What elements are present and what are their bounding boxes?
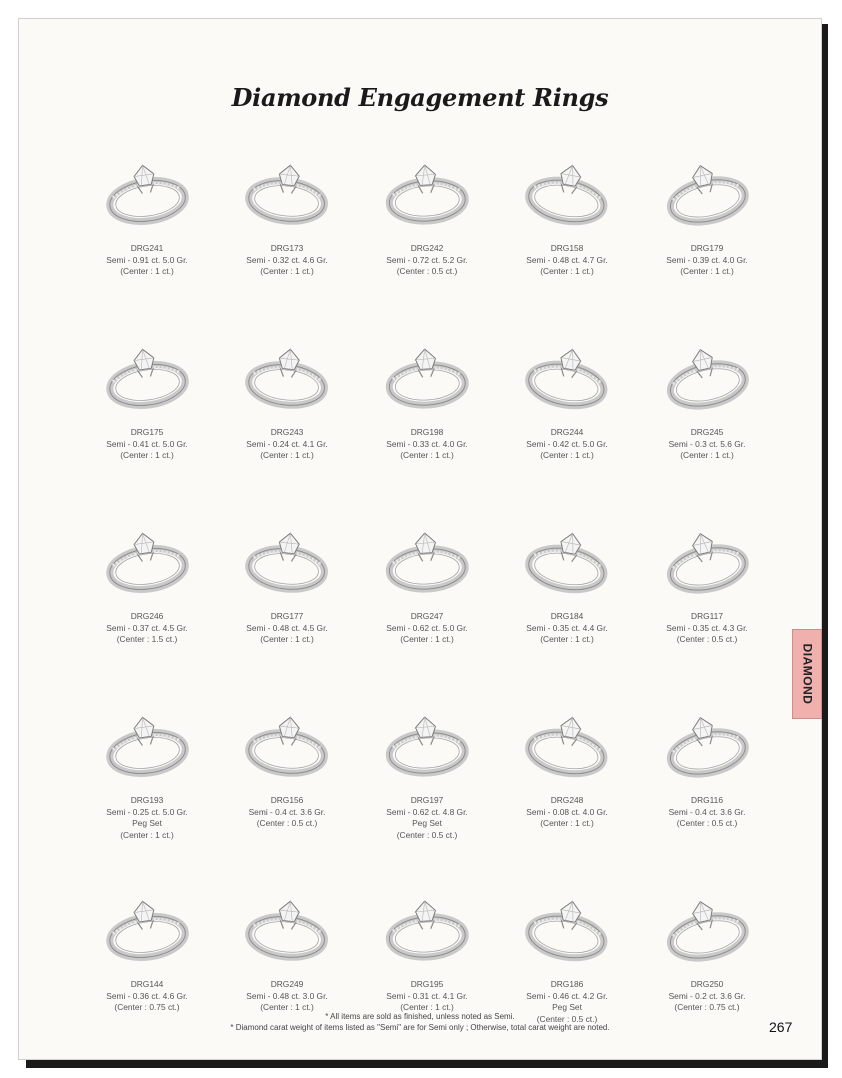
product-item[interactable] bbox=[217, 143, 357, 327]
product-center-weight: (Center : 1 ct.) bbox=[260, 450, 314, 460]
ring-image bbox=[93, 149, 201, 235]
product-caption bbox=[77, 611, 217, 646]
product-spec: Semi - 0.25 ct. 5.0 Gr. bbox=[106, 806, 188, 817]
product-code: DRG242 bbox=[410, 243, 444, 253]
product-spec: Semi - 0.48 ct. 4.7 Gr. bbox=[526, 254, 608, 265]
product-spec: Semi - 0.3 ct. 5.6 Gr. bbox=[668, 438, 746, 449]
product-item[interactable] bbox=[637, 143, 777, 327]
product-center-weight: (Center : 0.5 ct.) bbox=[676, 634, 738, 644]
ring-image bbox=[93, 333, 201, 419]
ring-photo bbox=[93, 885, 201, 971]
ring-image bbox=[93, 885, 201, 971]
product-center-weight: (Center : 0.75 ct.) bbox=[114, 1002, 180, 1012]
product-center-weight: (Center : 1 ct.) bbox=[120, 829, 174, 840]
product-spec: Semi - 0.62 ct. 4.8 Gr. bbox=[386, 806, 468, 817]
product-center-weight: (Center : 1 ct.) bbox=[260, 266, 314, 276]
product-item[interactable] bbox=[357, 511, 497, 695]
product-center-weight: (Center : 1 ct.) bbox=[120, 450, 174, 460]
ring-photo bbox=[373, 701, 481, 787]
product-caption bbox=[637, 243, 777, 278]
product-code: DRG250 bbox=[690, 979, 724, 989]
product-center-weight: (Center : 1 ct.) bbox=[400, 1002, 454, 1012]
product-center-weight: (Center : 1 ct.) bbox=[680, 266, 734, 276]
product-code: DRG243 bbox=[270, 427, 304, 437]
product-code: DRG249 bbox=[270, 979, 304, 989]
ring-image bbox=[233, 517, 341, 603]
footnote-1: * All items are sold as finished, unless noted as Semi. bbox=[325, 1012, 515, 1021]
product-code: DRG177 bbox=[270, 611, 304, 621]
product-spec: Semi - 0.42 ct. 5.0 Gr. bbox=[526, 438, 608, 449]
product-center-weight: (Center : 1 ct.) bbox=[540, 450, 594, 460]
ring-photo bbox=[373, 885, 481, 971]
product-item[interactable] bbox=[217, 879, 357, 1063]
product-center-weight: (Center : 1 ct.) bbox=[540, 818, 594, 828]
product-item[interactable] bbox=[497, 327, 637, 511]
product-spec: Semi - 0.33 ct. 4.0 Gr. bbox=[386, 438, 468, 449]
ring-image bbox=[233, 149, 341, 235]
product-code: DRG198 bbox=[410, 427, 444, 437]
ring-photo bbox=[653, 517, 761, 603]
product-spec: Semi - 0.46 ct. 4.2 Gr. bbox=[526, 990, 608, 1001]
ring-image bbox=[373, 701, 481, 787]
product-center-weight: (Center : 0.5 ct.) bbox=[676, 818, 738, 828]
ring-image bbox=[653, 701, 761, 787]
product-center-weight: (Center : 1 ct.) bbox=[260, 1002, 314, 1012]
product-caption bbox=[357, 611, 497, 646]
product-code: DRG175 bbox=[130, 427, 164, 437]
ring-image bbox=[653, 885, 761, 971]
product-item[interactable] bbox=[357, 695, 497, 879]
product-code: DRG246 bbox=[130, 611, 164, 621]
product-center-weight: (Center : 1 ct.) bbox=[400, 450, 454, 460]
product-spec: Semi - 0.36 ct. 4.6 Gr. bbox=[106, 990, 188, 1001]
product-caption bbox=[357, 795, 497, 841]
product-item[interactable] bbox=[77, 143, 217, 327]
product-item[interactable] bbox=[637, 695, 777, 879]
ring-photo bbox=[93, 149, 201, 235]
product-caption bbox=[77, 243, 217, 278]
product-spec: Semi - 0.48 ct. 4.5 Gr. bbox=[246, 622, 328, 633]
product-spec: Semi - 0.31 ct. 4.1 Gr. bbox=[386, 990, 468, 1001]
product-code: DRG248 bbox=[550, 795, 584, 805]
product-center-weight: (Center : 0.5 ct.) bbox=[536, 1013, 598, 1024]
product-spec: Semi - 0.32 ct. 4.6 Gr. bbox=[246, 254, 328, 265]
ring-photo bbox=[653, 149, 761, 235]
product-code: DRG116 bbox=[691, 795, 723, 805]
product-code: DRG247 bbox=[410, 611, 444, 621]
ring-image bbox=[653, 149, 761, 235]
product-caption bbox=[357, 427, 497, 462]
product-item[interactable] bbox=[637, 327, 777, 511]
product-code: DRG186 bbox=[550, 979, 584, 989]
product-caption bbox=[357, 979, 497, 1014]
product-caption bbox=[217, 979, 357, 1014]
ring-image bbox=[653, 333, 761, 419]
ring-photo bbox=[233, 149, 341, 235]
product-setting: Peg Set bbox=[552, 1002, 582, 1012]
product-caption bbox=[77, 979, 217, 1014]
ring-image bbox=[373, 885, 481, 971]
product-spec: Semi - 0.4 ct. 3.6 Gr. bbox=[668, 806, 746, 817]
product-caption bbox=[77, 795, 217, 841]
product-item[interactable] bbox=[637, 879, 777, 1063]
product-spec: Semi - 0.24 ct. 4.1 Gr. bbox=[246, 438, 328, 449]
ring-photo bbox=[513, 149, 621, 235]
page-number: 267 bbox=[769, 1019, 793, 1035]
product-center-weight: (Center : 1 ct.) bbox=[120, 266, 174, 276]
section-tab[interactable] bbox=[792, 629, 822, 719]
product-item[interactable] bbox=[497, 695, 637, 879]
ring-image bbox=[233, 333, 341, 419]
product-item[interactable] bbox=[77, 511, 217, 695]
product-code: DRG195 bbox=[410, 979, 444, 989]
product-item[interactable] bbox=[77, 879, 217, 1063]
product-caption bbox=[637, 611, 777, 646]
ring-photo bbox=[653, 333, 761, 419]
product-code: DRG184 bbox=[550, 611, 584, 621]
product-caption bbox=[217, 611, 357, 646]
product-spec: Semi - 0.4 ct. 3.6 Gr. bbox=[248, 806, 326, 817]
product-center-weight: (Center : 1 ct.) bbox=[260, 634, 314, 644]
product-caption bbox=[497, 611, 637, 646]
ring-photo bbox=[373, 517, 481, 603]
product-item[interactable] bbox=[497, 143, 637, 327]
product-code: DRG173 bbox=[270, 243, 304, 253]
product-item[interactable] bbox=[217, 695, 357, 879]
product-caption bbox=[217, 427, 357, 462]
footnote-2: * Diamond carat weight of items listed as "Semi" are for Semi only ; Otherwise, total carat weight are noted. bbox=[230, 1023, 610, 1032]
product-caption bbox=[637, 427, 777, 462]
product-center-weight: (Center : 0.5 ct.) bbox=[396, 829, 458, 840]
catalog-page bbox=[18, 18, 822, 1060]
ring-image bbox=[233, 885, 341, 971]
ring-image bbox=[373, 333, 481, 419]
ring-image bbox=[93, 517, 201, 603]
ring-photo bbox=[93, 517, 201, 603]
ring-photo bbox=[233, 701, 341, 787]
product-code: DRG244 bbox=[550, 427, 584, 437]
ring-photo bbox=[373, 149, 481, 235]
product-spec: Semi - 0.91 ct. 5.0 Gr. bbox=[106, 254, 188, 265]
product-item[interactable] bbox=[357, 143, 497, 327]
ring-image bbox=[513, 333, 621, 419]
product-center-weight: (Center : 1 ct.) bbox=[400, 634, 454, 644]
product-setting: Peg Set bbox=[132, 818, 162, 828]
ring-photo bbox=[653, 885, 761, 971]
ring-photo bbox=[653, 701, 761, 787]
product-spec: Semi - 0.37 ct. 4.5 Gr. bbox=[106, 622, 188, 633]
section-tab-label: DIAMOND bbox=[800, 643, 815, 705]
product-caption bbox=[217, 243, 357, 278]
ring-image bbox=[373, 149, 481, 235]
product-spec: Semi - 0.48 ct. 3.0 Gr. bbox=[246, 990, 328, 1001]
product-caption bbox=[497, 427, 637, 462]
ring-photo bbox=[513, 517, 621, 603]
ring-photo bbox=[373, 333, 481, 419]
product-caption bbox=[637, 979, 777, 1014]
product-item[interactable] bbox=[217, 511, 357, 695]
ring-image bbox=[373, 517, 481, 603]
product-item[interactable] bbox=[357, 879, 497, 1063]
product-code: DRG197 bbox=[410, 795, 444, 805]
product-spec: Semi - 0.62 ct. 5.0 Gr. bbox=[386, 622, 468, 633]
product-caption bbox=[497, 243, 637, 278]
ring-photo bbox=[233, 517, 341, 603]
product-item[interactable] bbox=[77, 695, 217, 879]
product-spec: Semi - 0.2 ct. 3.6 Gr. bbox=[668, 990, 746, 1001]
ring-photo bbox=[93, 701, 201, 787]
ring-image bbox=[93, 701, 201, 787]
product-spec: Semi - 0.35 ct. 4.4 Gr. bbox=[526, 622, 608, 633]
product-code: DRG156 bbox=[270, 795, 304, 805]
product-center-weight: (Center : 1 ct.) bbox=[680, 450, 734, 460]
product-caption bbox=[357, 243, 497, 278]
product-spec: Semi - 0.35 ct. 4.3 Gr. bbox=[666, 622, 748, 633]
product-grid bbox=[77, 143, 777, 1063]
ring-image bbox=[513, 149, 621, 235]
product-center-weight: (Center : 0.75 ct.) bbox=[674, 1002, 740, 1012]
product-spec: Semi - 0.41 ct. 5.0 Gr. bbox=[106, 438, 188, 449]
product-code: DRG179 bbox=[690, 243, 724, 253]
product-setting: Peg Set bbox=[412, 818, 442, 828]
product-item[interactable] bbox=[497, 879, 637, 1063]
ring-photo bbox=[233, 885, 341, 971]
product-code: DRG241 bbox=[130, 243, 164, 253]
footnotes bbox=[19, 1011, 821, 1033]
product-caption bbox=[497, 795, 637, 830]
product-spec: Semi - 0.39 ct. 4.0 Gr. bbox=[666, 254, 748, 265]
ring-photo bbox=[93, 333, 201, 419]
product-center-weight: (Center : 0.5 ct.) bbox=[256, 818, 318, 828]
product-caption bbox=[77, 427, 217, 462]
product-caption bbox=[217, 795, 357, 830]
page-title: Diamond Engagement Rings bbox=[231, 83, 609, 112]
ring-image bbox=[513, 701, 621, 787]
product-center-weight: (Center : 1 ct.) bbox=[540, 634, 594, 644]
product-code: DRG117 bbox=[691, 611, 723, 621]
product-code: DRG245 bbox=[690, 427, 724, 437]
product-item[interactable] bbox=[497, 511, 637, 695]
product-item[interactable] bbox=[77, 327, 217, 511]
product-item[interactable] bbox=[217, 327, 357, 511]
product-caption bbox=[637, 795, 777, 830]
ring-image bbox=[513, 885, 621, 971]
product-code: DRG144 bbox=[130, 979, 164, 989]
ring-photo bbox=[233, 333, 341, 419]
product-center-weight: (Center : 1 ct.) bbox=[540, 266, 594, 276]
product-code: DRG158 bbox=[550, 243, 584, 253]
ring-photo bbox=[513, 333, 621, 419]
ring-image bbox=[653, 517, 761, 603]
product-item[interactable] bbox=[357, 327, 497, 511]
ring-image bbox=[513, 517, 621, 603]
product-center-weight: (Center : 0.5 ct.) bbox=[396, 266, 458, 276]
ring-photo bbox=[513, 885, 621, 971]
product-spec: Semi - 0.72 ct. 5.2 Gr. bbox=[386, 254, 468, 265]
product-center-weight: (Center : 1.5 ct.) bbox=[116, 634, 178, 644]
ring-image bbox=[233, 701, 341, 787]
product-spec: Semi - 0.08 ct. 4.0 Gr. bbox=[526, 806, 608, 817]
product-code: DRG193 bbox=[130, 795, 164, 805]
product-item[interactable] bbox=[637, 511, 777, 695]
ring-photo bbox=[513, 701, 621, 787]
